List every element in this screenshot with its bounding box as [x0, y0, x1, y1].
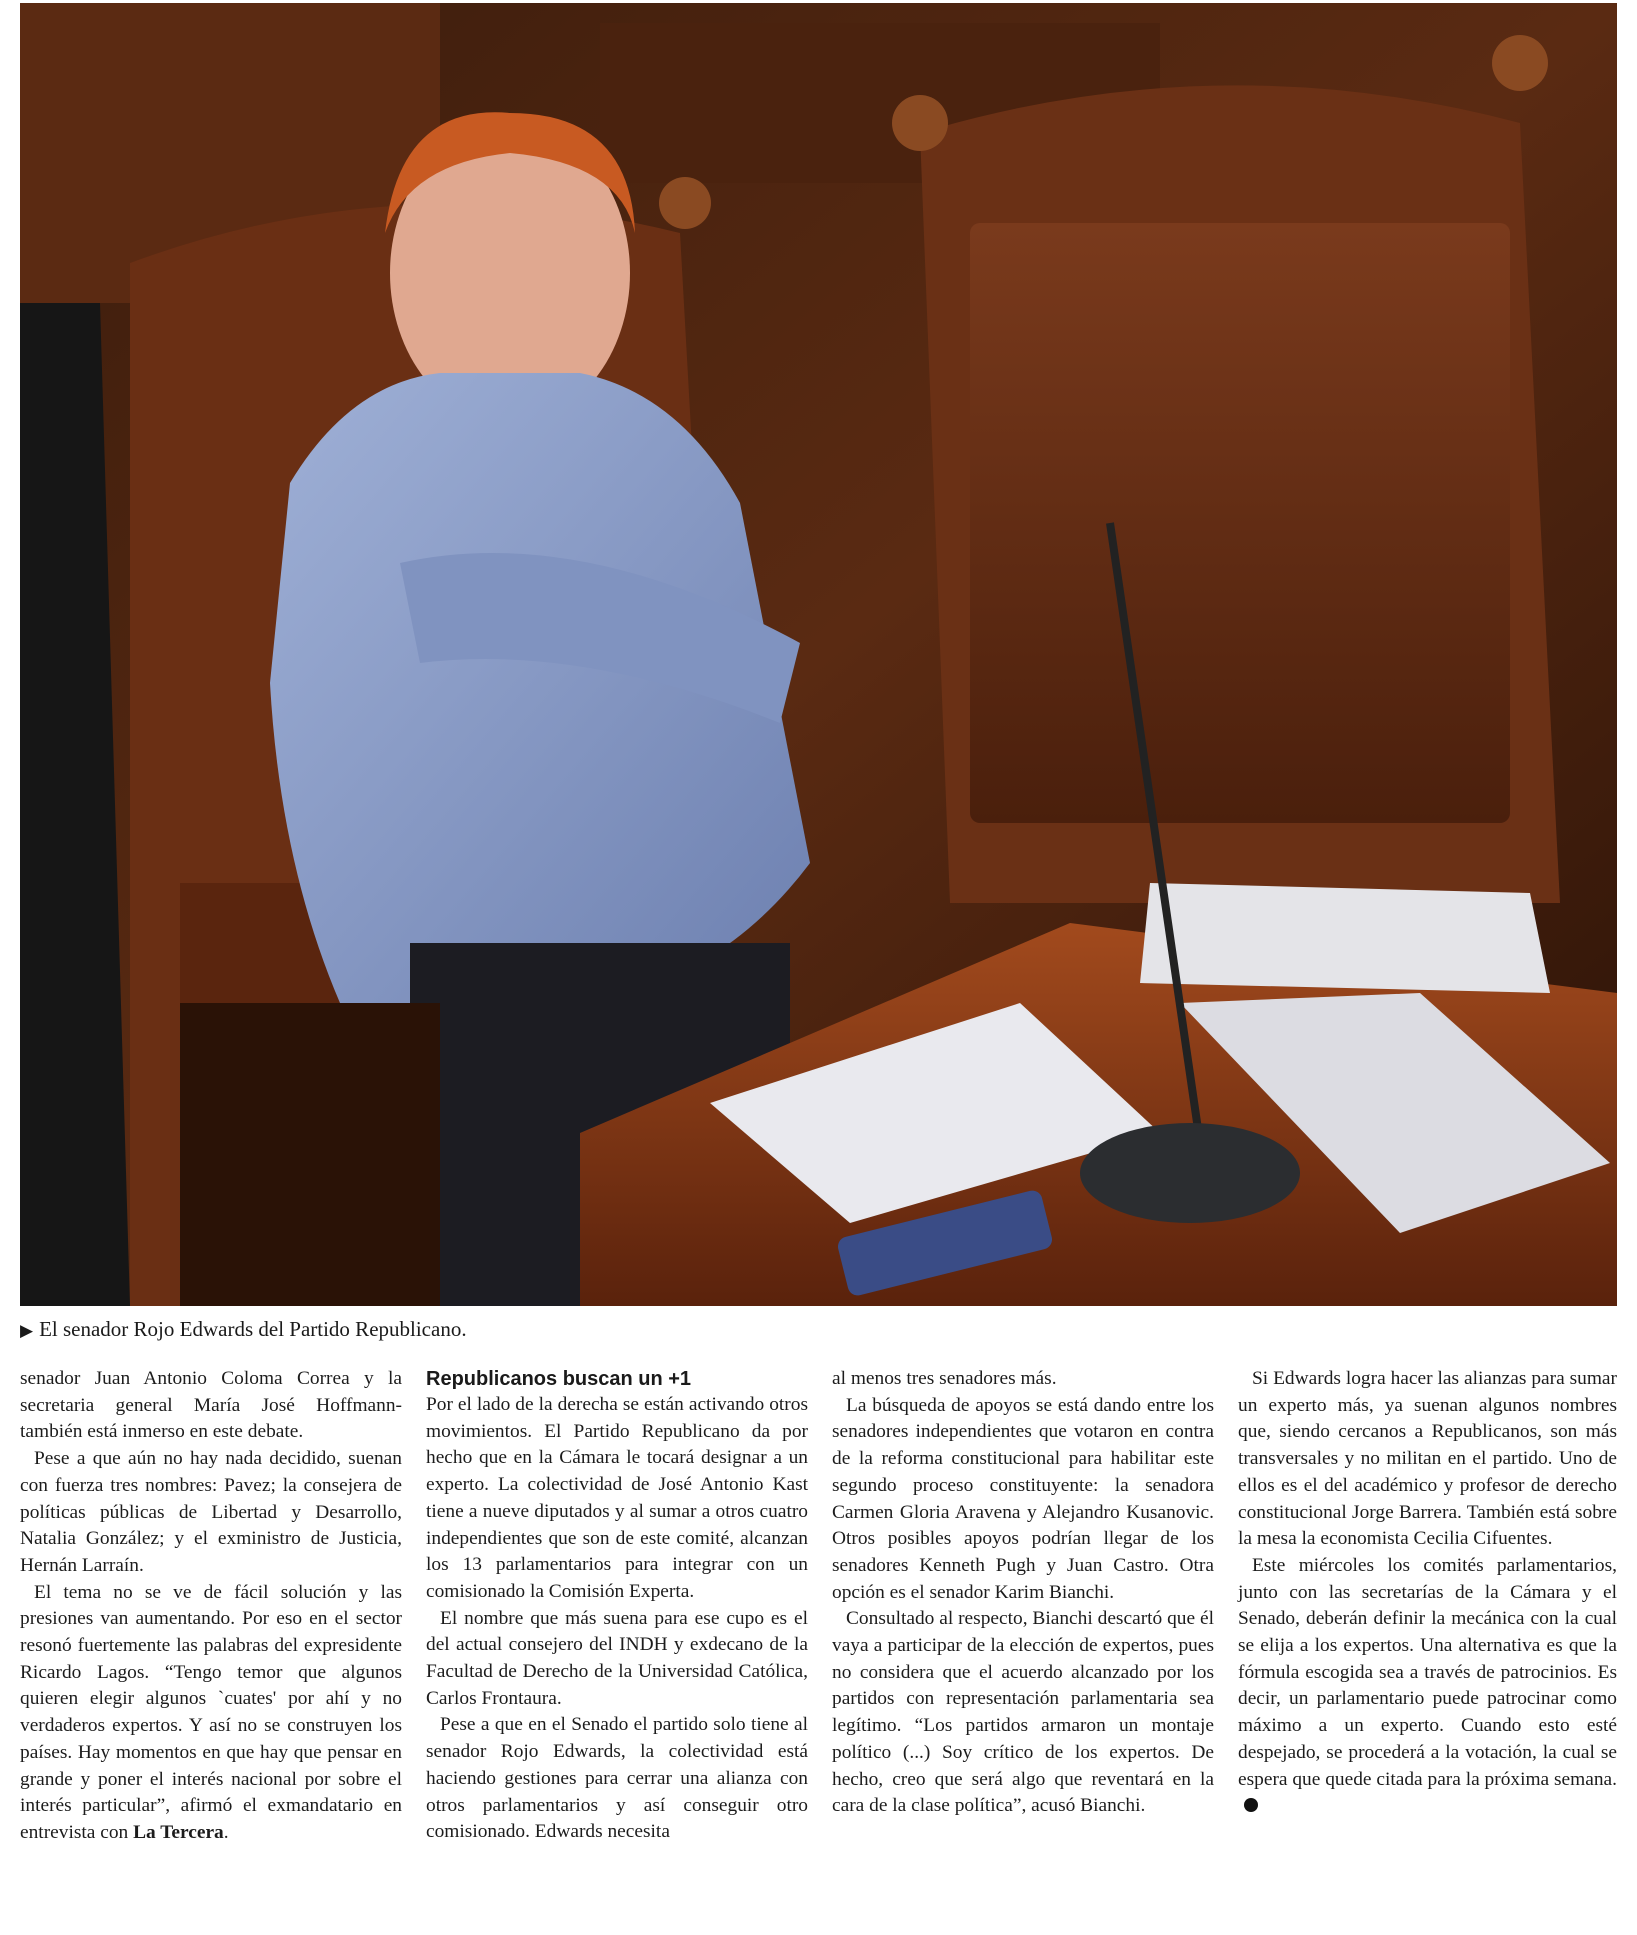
section-subhead: Republicanos buscan un +1: [426, 1368, 692, 1390]
newspaper-name: La Tercera: [133, 1821, 224, 1843]
paragraph-text: Este miércoles los comités parlamentarios, junto con las secretarías de la Cámara y el Senado, deberán definir la mecánica con la cual se elija a los expertos. Una alternativa es que la fórmula escogida sea a través de patrocinios. Es decir, un parlamentario puede patrocinar como máximo a un experto. Cuando esto esté despejado, se procederá a la votación, la cual se espera que quede citada para la próxima semana.: [1238, 1554, 1618, 1790]
end-of-article-dot-icon: [1244, 1798, 1258, 1812]
play-triangle-icon: ▶: [20, 1321, 34, 1340]
photo-illustration: [20, 3, 1617, 1306]
paragraph: Pese a que aún no hay nada decidido, suenan con fuerza tres nombres: Pavez; la consejera de políticas públicas de Libertad y Desarrollo, Natalia González; y el exministro de Justicia, Hernán Larraín.: [20, 1448, 402, 1576]
article-column-4: [1238, 1366, 1617, 1820]
article-column-2: [426, 1366, 808, 1846]
paragraph: Si Edwards logra hacer las alianzas para sumar un experto más, ya suenan algunos nombres que, siendo cercanos a Republicanos, son más transversales y no militan en el partido. Uno de ellos es el del académico y profesor de derecho constitucional Jorge Barrera. También está sobre la mesa la economista Cecilia Cifuentes.: [1238, 1368, 1617, 1550]
article-column-1: [20, 1366, 402, 1847]
paragraph: Pese a que en el Senado el partido solo tiene al senador Rojo Edwards, la colectividad está haciendo gestiones para cerrar una alianza con otros parlamentarios y así conseguir otro comisionado. Edwards necesita: [426, 1714, 808, 1843]
caption-text: El senador Rojo Edwards del Partido Republicano.: [39, 1317, 467, 1341]
paragraph: El nombre que más suena para ese cupo es el del actual consejero del INDH y exdecano de la Facultad de Derecho de la Universidad Católica, Carlos Frontaura.: [426, 1607, 808, 1709]
paragraph: Por el lado de la derecha se están activando otros movimientos. El Partido Republicano da por hecho que en la Cámara le tocará designar a un experto. La colectividad de José Antonio Kast tiene a nueve diputados y al sumar a otros cuatro independientes que son de este comité, alcanzan los 13 parlamentarios para integrar con un comisionado la Comisión Experta.: [426, 1394, 808, 1602]
paragraph: El tema no se ve de fácil solución y las presiones van aumentando. Por eso en el sector resonó fuertemente las palabras del expresidente Ricardo Lagos. “Tengo temor que algunos quieren elegir algunos `cuates' por ahí y no verdaderos expertos. Y así no se construyen los países. Hay momentos en que hay que pensar en grande y poner el interés nacional por sobre el interés particular”, afirmó el exmandatario en entrevista con La Tercera.: [20, 1581, 402, 1843]
article-column-3: [832, 1366, 1214, 1820]
paragraph: al menos tres senadores más.: [832, 1368, 1057, 1389]
paragraph: [1238, 1553, 1617, 1820]
photo-caption: [20, 1316, 1617, 1344]
paragraph: senador Juan Antonio Coloma Correa y la secretaria general María José Hoffmann- también está inmerso en este debate.: [20, 1368, 402, 1443]
paragraph: La búsqueda de apoyos se está dando entre los senadores independientes que votaron en contra de la reforma constitucional para habilitar este segundo proceso constituyente: la senadora Carmen Gloria Aravena y Alejandro Kusanovic. Otros posibles apoyos podrían llegar de los senadores Kenneth Pugh y Juan Castro. Otra opción es el senador Karim Bianchi.: [832, 1394, 1214, 1603]
paragraph: Consultado al respecto, Bianchi descartó que él vaya a participar de la elección de expertos, pues no considera que el acuerdo alcanzado por los partidos con representación parlamentaria sea legítimo. “Los partidos armaron un montaje político (...) Soy crítico de los expertos. De hecho, creo que será algo que reventará en la cara de la clase política”, acusó Bianchi.: [832, 1608, 1214, 1817]
paragraph-text: El tema no se ve de fácil solución y las presiones van aumentando. Por eso en el sector resonó fuertemente las palabras del expresidente Ricardo Lagos. “Tengo temor que algunos quieren elegir algunos `cuates' por ahí y no verdaderos expertos. Y así no se construyen los países. Hay momentos en que hay que pensar en grande y poner el interés nacional por sobre el interés particular”, afirmó el exmandatario en entrevista con: [20, 1581, 402, 1843]
senator-photo: [20, 3, 1617, 1306]
